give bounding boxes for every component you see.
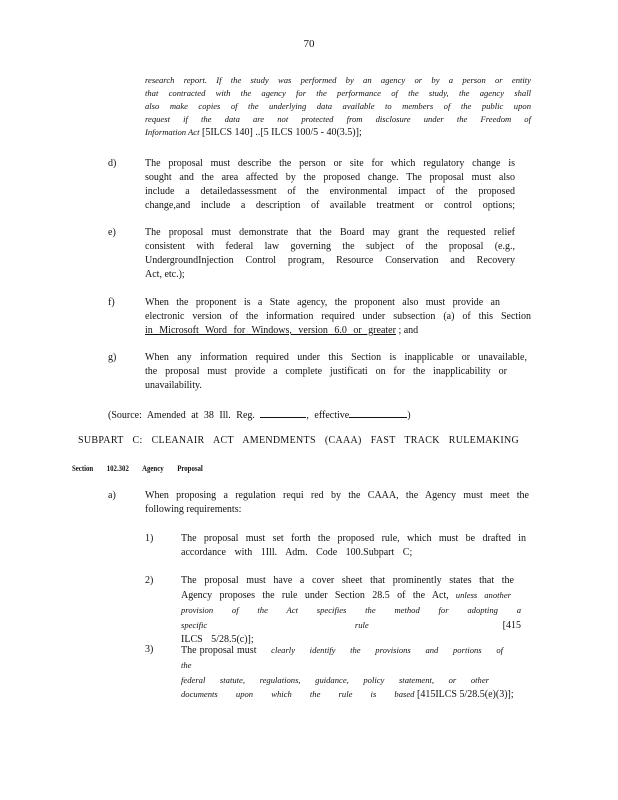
num-1-text (181, 532, 526, 560)
effective-blank (349, 407, 407, 418)
item-e-label: e) (108, 227, 116, 238)
num-1-label: 1) (145, 533, 154, 544)
top-line-5 (145, 126, 531, 139)
num-2-line-2-plain: Agency proposes the rule under Section 28.5 of the Act, (181, 590, 449, 601)
item-d-text (145, 157, 515, 213)
item-e-line-3: UndergroundInjection Control program, Resource Conservation and Recovery (145, 255, 515, 266)
source-line (108, 407, 411, 423)
reg-blank (260, 407, 306, 418)
num-2-line-3 (181, 603, 521, 633)
section-heading: Section 102.302 Agency Proposal (72, 464, 203, 473)
num-3-line-3 (181, 687, 514, 702)
top-paragraph (145, 74, 531, 139)
item-d-line-4: change,and include a description of available treatment or control options; (145, 200, 515, 211)
ilcs-citation: [5ILCS 140] ..[5 ILCS 100/5 - 40(3.5)]; (199, 127, 362, 138)
section-a-label: a) (108, 490, 116, 501)
item-g-line-1: When any information required under this Section is inapplicable or unavailable, (145, 352, 527, 363)
top-line-1: research report. If the study was performed by an agency or by a person or entity (145, 75, 531, 85)
item-f-text (145, 296, 531, 338)
source-suffix: ) (407, 410, 411, 421)
section-a-text (145, 489, 529, 517)
item-d-line-2: sought and the area affected by the proposed change. The proposal must also (145, 172, 515, 183)
num-2-line-2 (181, 588, 511, 603)
num-3-line-2: federal statute, regulations, guidance, policy statement, or other (181, 675, 489, 685)
item-f-line-3 (145, 324, 531, 338)
item-d-line-1: The proposal must describe the person or site for which regulatory change is (145, 158, 515, 169)
item-d-line-3: include a detailedassessment of the environmental impact of the proposed (145, 186, 515, 197)
source-prefix: (Source: Amended at 38 Ill. Reg. (108, 410, 255, 421)
item-e-line-4: Act, etc.); (145, 269, 185, 280)
item-e-text (145, 226, 515, 282)
section-a-line-1: When proposing a regulation requi red by the CAAA, the Agency must meet the (145, 490, 529, 501)
num-1-line-1: The proposal must set forth the proposed rule, which must be drafted in (181, 533, 526, 544)
item-f-label: f) (108, 297, 115, 308)
num-3-line-1-plain: The proposal must (181, 645, 257, 656)
freedom-info-act: Information Act (145, 127, 200, 137)
item-e-line-1: The proposal must demonstrate that the Board may grant the requested relief (145, 227, 515, 238)
num-3-text (181, 643, 514, 702)
num-3-line-1 (181, 643, 503, 673)
num-3-label: 3) (145, 644, 154, 655)
num-2-line-3-plain: [415 (368, 620, 521, 631)
item-g-line-2: the proposal must provide a complete justificati on for the inapplicability or (145, 366, 507, 377)
num-2-line-2-italic: unless another (448, 590, 511, 600)
num-2-line-4: ILCS 5/28.5(c)]; (181, 634, 254, 645)
item-d-label: d) (108, 158, 117, 169)
num-2-line-1: The proposal must have a cover sheet that prominently states that the (181, 575, 514, 586)
item-f-line-2: electronic version of the information required under subsection (a) of this Section (145, 311, 531, 322)
num-2-line-3-italic: provision of the Act specifies the method for adopting a specific rule (181, 605, 521, 630)
item-f-ending: ; and (395, 325, 419, 336)
item-e-line-2: consistent with federal law governing the subject of the proposal (e.g., (145, 241, 515, 252)
item-g-text (145, 351, 527, 393)
num-1-line-2: accordance with 1Ill. Adm. Code 100.Subpart C; (181, 547, 413, 558)
num-3-line-3-italic: documents upon which the rule is based (181, 689, 415, 699)
item-g-label: g) (108, 352, 117, 363)
item-g-line-3: unavailability. (145, 380, 202, 391)
subpart-heading: SUBPART C: CLEANAIR ACT AMENDMENTS (CAAA) FAST TRACK RULEMAKING (78, 435, 519, 446)
section-a-line-2: following requirements: (145, 504, 242, 515)
item-f-line-1: When the proponent is a State agency, the proponent also must provide an (145, 297, 500, 308)
num-2-text (181, 574, 521, 647)
top-line-4: request if the data are not protected from disclosure under the Freedom of (145, 114, 531, 124)
num-2-label: 2) (145, 575, 154, 586)
top-line-3: also make copies of the underlying data available to members of the public upon (145, 101, 531, 111)
top-line-2: that contracted with the agency for the performance of the study, the agency shall (145, 88, 531, 98)
page-number: 70 (303, 38, 315, 50)
num-3-line-1-italic: clearly identify the provisions and portions of the (181, 645, 504, 670)
num-3-line-3-plain: [415ILCS 5/28.5(e)(3)]; (414, 689, 514, 700)
source-effective: , effective (306, 410, 350, 421)
ms-word-requirement: in Microsoft Word for Windows, version 6.0 or greater (145, 325, 396, 336)
